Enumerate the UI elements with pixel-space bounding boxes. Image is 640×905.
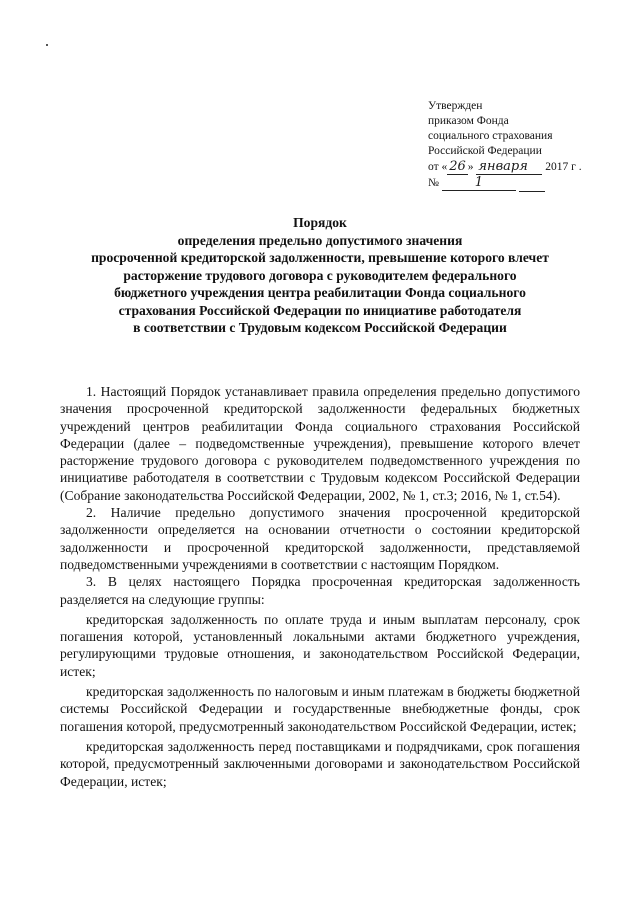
paragraph-1: 1. Настоящий Порядок устанавливает правила определения предельно допустимого значения просроченной кредиторской задолженности федеральных бюджетных учреждений центров реабилитации Фонда социального страхования Российской Федерации (далее – подведомственные учреждения), превышение которого влечет расторжение трудового договора с руководителем подведомственного учреждения по инициативе работодателя в соответствии с Трудовым кодексом Российской Федерации (Собрание законодательства Российской Федерации, 2002, № 1, ст.3; 2016, № 1, ст.54). (60, 384, 580, 503)
paragraph-5: кредиторская задолженность по налоговым и иным платежам в бюджеты бюджетной системы Российской Федерации и государственные внебюджетные фонды, срок погашения которой, предусмотренный законодательством Российской Федерации, истек; (60, 684, 580, 734)
paragraph-3: 3. В целях настоящего Порядка просроченная кредиторская задолженность разделяется на следующие группы: (60, 574, 580, 607)
number-prefix: № (428, 177, 439, 189)
title-line-7: в соответствии с Трудовым кодексом Российской Федерации (133, 320, 507, 335)
title-line-6: страхования Российской Федерации по инициативе работодателя (118, 302, 522, 318)
approval-block (428, 99, 628, 192)
title-line-1: Порядок (293, 215, 347, 230)
approval-number (428, 175, 628, 192)
paragraph-6: кредиторская задолженность перед поставщиками и подрядчиками, срок погашения которой, предусмотренный заключенными договорами и законодательством Российской Федерации, истек; (60, 738, 580, 789)
handwritten-number: 1 (442, 175, 516, 191)
paragraph-2: 2. Наличие предельно допустимого значения просроченной кредиторской задолженности определяется на основании отчетности о состоянии кредиторской задолженности и просроченной кредиторской задолженности, представляемой подведомственными учреждениями в соответствии с настоящим Порядком. (60, 505, 580, 572)
approval-line-order: приказом Фонда (428, 115, 509, 127)
title-line-2: определения предельно допустимого значения (177, 232, 463, 248)
title-line-3: просроченной кредиторской задолженности, превышение которого влечет (91, 250, 549, 265)
title-line-4: расторжение трудового договора с руководителем федерального (123, 267, 517, 283)
approval-line-fund: социального страхования (428, 130, 553, 142)
scan-speck (46, 44, 48, 46)
title-line-5: бюджетного учреждения центра реабилитации Фонда социального (114, 285, 526, 300)
number-underline (519, 176, 545, 192)
date-year: 2017 г . (545, 161, 582, 173)
document-body (60, 383, 580, 790)
approval-date: от « 26 » января 2017 г . (428, 159, 582, 174)
handwritten-month: января (476, 159, 542, 175)
document-title (40, 214, 600, 337)
approval-line-approved: Утвержден (428, 100, 483, 112)
approval-line-country: Российской Федерации (428, 145, 542, 157)
handwritten-day: 26 (449, 159, 466, 174)
paragraph-4: кредиторская задолженность по оплате труда и иным выплатам персоналу, срок погашения которой, установленный локальными актами бюджетного учреждения, регулирующими трудовые отношения, и законодательством Российской Федерации, истек; (60, 611, 580, 679)
date-prefix: от « (428, 161, 448, 173)
